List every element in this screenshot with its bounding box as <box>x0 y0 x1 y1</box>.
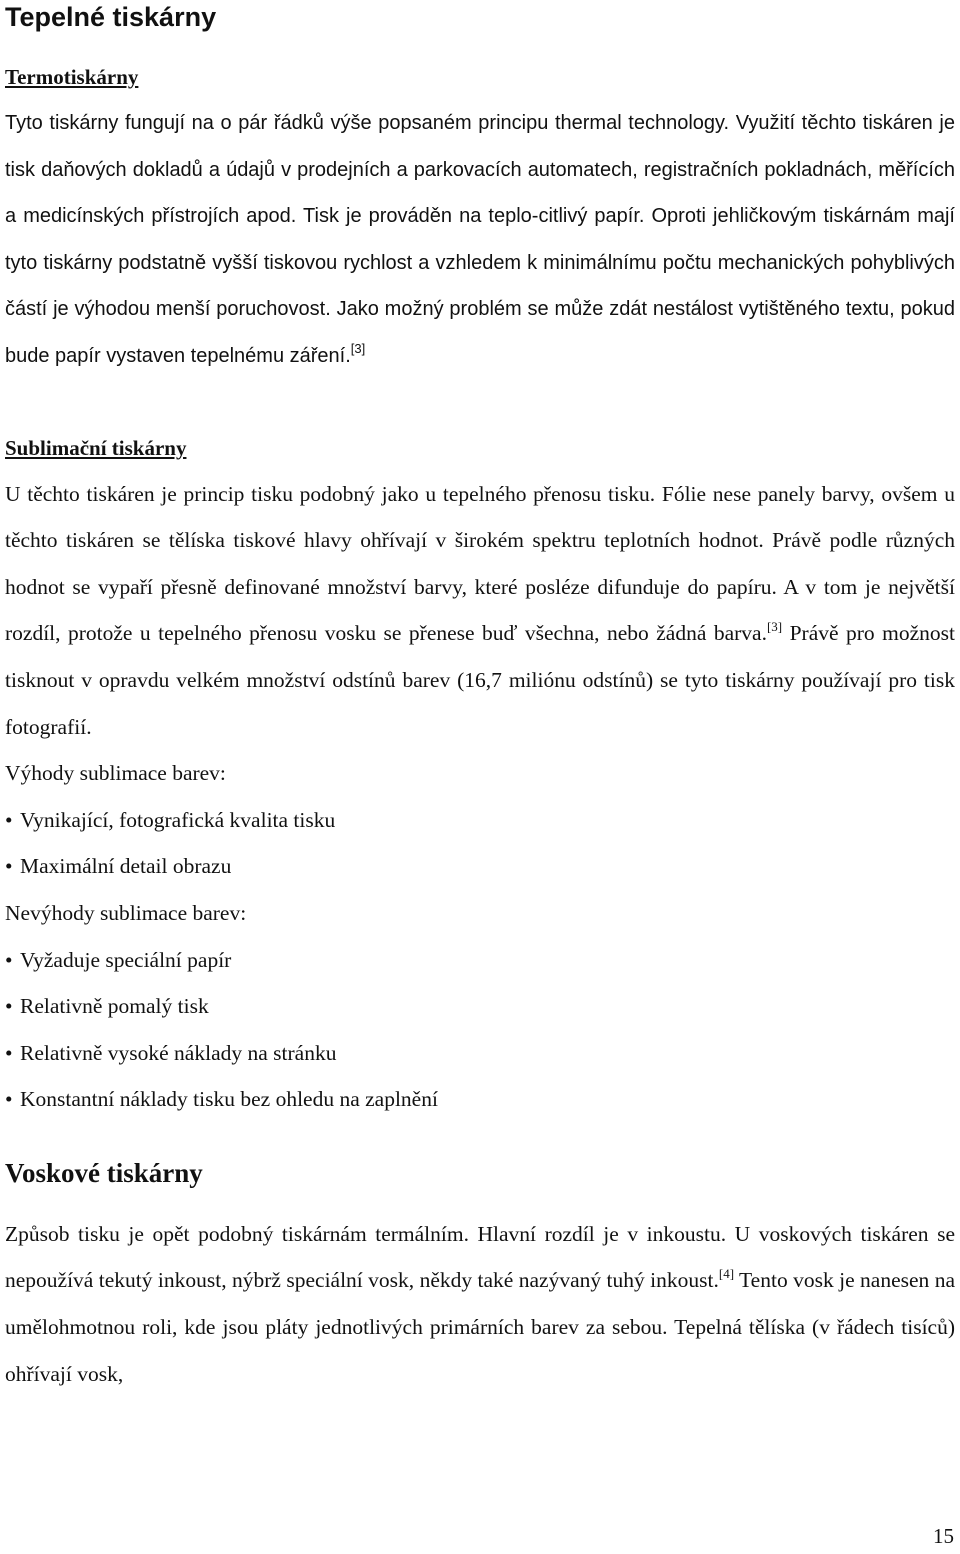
paragraph-voskove <box>5 1211 955 1397</box>
pros-list <box>5 797 955 890</box>
text-segment: Způsob tisku je opět podobný tiskárnám termálním. Hlavní rozdíl je v inkoustu. U voskových tiskáren se nepoužívá tekutý inkoust, nýbrž speciální vosk, někdy také nazývaný tuhý inkoust. <box>5 1221 955 1293</box>
list-item <box>5 843 955 890</box>
page-title: Tepelné tiskárny <box>5 2 217 32</box>
bullet-icon: • <box>5 947 13 972</box>
document-page <box>5 0 955 1397</box>
text-segment: Tento vosk je nanesen na umělohmotnou roli, kde jsou pláty jednotlivých primárních barev za sebou. Tepelná tělíska (v řádech tisíců) ohřívají vosk, <box>5 1268 955 1386</box>
list-item <box>5 983 955 1030</box>
heading-voskove-tiskarny: Voskové tiskárny <box>5 1157 203 1188</box>
list-item-text: Konstantní náklady tisku bez ohledu na zaplnění <box>20 1087 438 1112</box>
text-segment: Jako možný problém se může zdát nestálost vytištěného textu, pokud bude papír vystaven tepelnému záření. <box>5 298 955 367</box>
text-segment: U těchto tiskáren je princip tisku podobný jako u tepelného přenosu tisku. Fólie nese panely barvy, ovšem u těchto tiskáren se tělíska tiskové hlavy ohřívají v širokém spektru teplotních hodnot. Právě podle různých hodnot se vypaří přesně definované množství barvy, které posléze difunduje do papíru. A v tom je největší rozdíl, protože u tepelného přenosu vosku se přenese buď všechna, nebo žádná barva. <box>5 481 955 646</box>
list-item-text: Maximální detail obrazu <box>20 854 232 879</box>
heading-termotiskarny: Termotiskárny <box>5 65 139 89</box>
heading-sublimacni-tiskarny: Sublimační tiskárny <box>5 435 187 460</box>
list-item-text: Vyžaduje speciální papír <box>20 947 232 972</box>
citation-ref: [4] <box>718 1266 735 1282</box>
cons-list <box>5 937 955 1123</box>
list-item-text: Vynikající, fotografická kvalita tisku <box>20 807 336 832</box>
cons-label: Nevýhody sublimace barev: <box>5 900 247 925</box>
list-item-text: Relativně vysoké náklady na stránku <box>20 1040 337 1065</box>
bullet-icon: • <box>5 994 13 1019</box>
bullet-icon: • <box>5 1040 13 1065</box>
page-number: 15 <box>933 1524 954 1548</box>
list-item-text: Relativně pomalý tisk <box>20 994 209 1019</box>
list-item <box>5 937 955 984</box>
paragraph-termotiskarny <box>5 100 955 380</box>
text-segment: Tyto tiskárny fungují na o pár řádků výše popsaném principu thermal technology. Využití těchto tiskáren je tisk daňových dokladů a údajů v prodejních a parkovacích automatech, registračních pokladnách, měřících a medicínských přístrojích apod. Tisk je prováděn na teplo-citlivý papír. <box>5 112 955 228</box>
list-item <box>5 1076 955 1123</box>
paragraph-sublimacni <box>5 471 955 751</box>
citation-ref: [3] <box>350 340 366 356</box>
pros-label: Výhody sublimace barev: <box>5 761 226 786</box>
bullet-icon: • <box>5 807 13 832</box>
list-item <box>5 797 955 844</box>
citation-ref: [3] <box>766 619 783 635</box>
text-segment: Právě pro možnost tisknout v opravdu velkém množství odstínů barev (16,7 miliónu odstínů) se tyto tiskárny používají pro tisk fotografií. <box>5 621 956 739</box>
text-segment: Oproti jehličkovým tiskárnám mají tyto tiskárny podstatně vyšší tiskovou rychlost a vzhledem k minimálnímu počtu mechanických pohyblivých částí je výhodou menší poruchovost. <box>5 205 955 321</box>
list-item <box>5 1030 955 1077</box>
bullet-icon: • <box>5 854 13 879</box>
bullet-icon: • <box>5 1087 13 1112</box>
